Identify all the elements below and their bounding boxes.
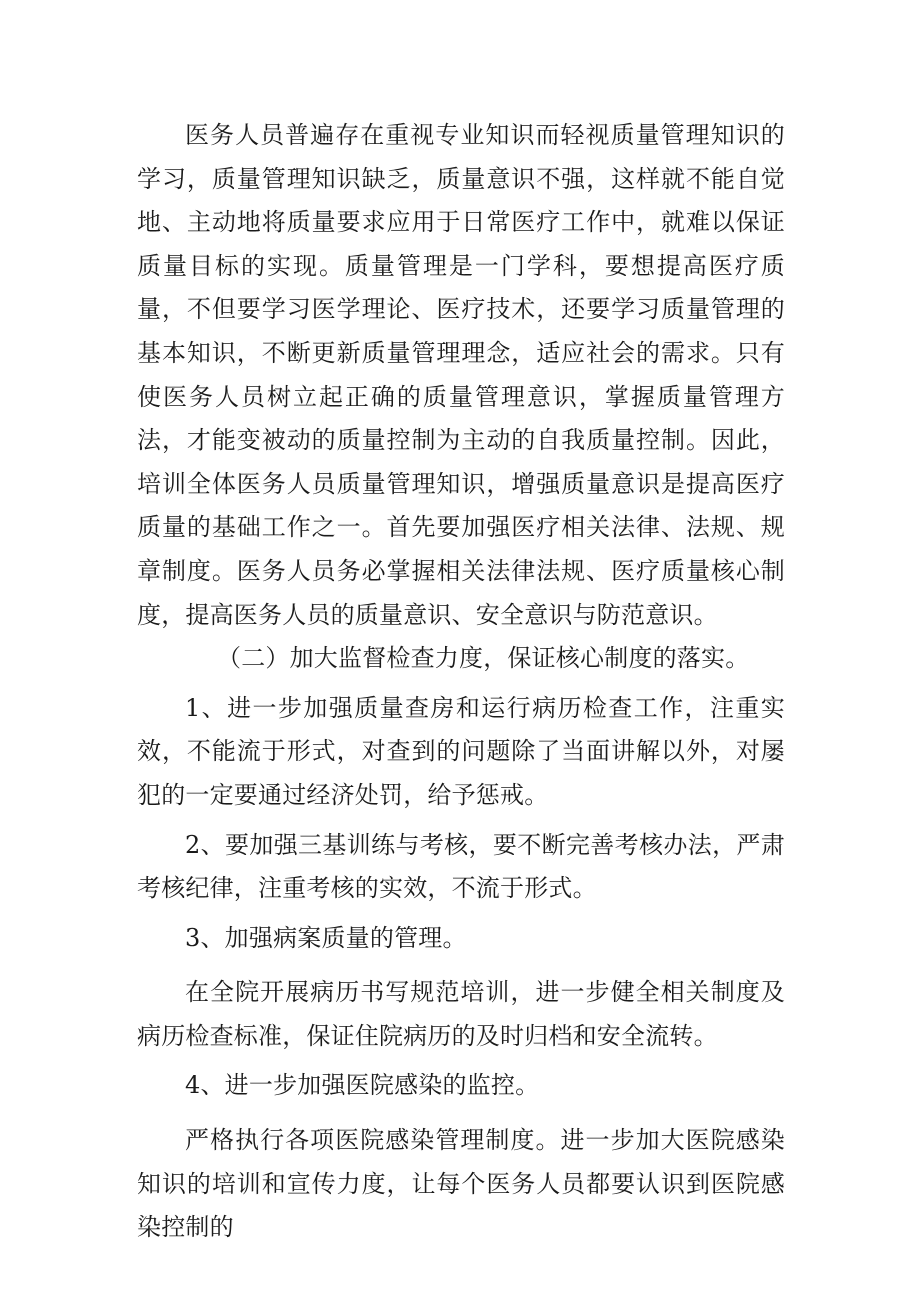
paragraph-record-training: 在全院开展病历书写规范培训，进一步健全相关制度及病历检查标准，保证住院病历的及时归档和安全流转。 xyxy=(137,978,785,1050)
list-item-2-basic-training: 2、要加强三基训练与考核，要不断完善考核办法，严肃考核纪律，注重考核的实效，不流于形式。 xyxy=(137,830,785,903)
list-item-4-infection-control: 4、进一步加强医院感染的监控。 xyxy=(185,1071,540,1100)
paragraph-quality-awareness: 医务人员普遍存在重视专业知识而轻视质量管理知识的学习，质量管理知识缺乏，质量意识不强，这样就不能自觉地、主动地将质量要求应用于日常医疗工作中，就难以保证质量目标的实现。质量管理是一门学科，要想提高医疗质量，不但要学习医学理论、医疗技术，还要学习质量管理的基本知识，不断更新质量管理理念，适应社会的需求。只有使医务人员树立起正确的质量管理意识，掌握质量管理方法，才能变被动的质量控制为主动的自我质量控制。因此，培训全体医务人员质量管理知识，增强质量意识是提高医疗质量的基础工作之一。首先要加强医疗相关法律、法规、规章制度。医务人员务必掌握相关法律法规、医疗质量核心制度，提高医务人员的质量意识、安全意识与防范意识。 xyxy=(137,121,785,629)
list-item-3-record-quality: 3、加强病案质量的管理。 xyxy=(185,923,467,952)
section-heading-supervision: （二）加大监督检查力度，保证核心制度的落实。 xyxy=(217,644,750,673)
list-item-1-quality-rounds: 1、进一步加强质量查房和运行病历检查工作，注重实效，不能流于形式，对查到的问题除了当面讲解以外，对屡犯的一定要通过经济处罚，给予惩戒。 xyxy=(137,693,785,809)
document-body xyxy=(137,114,785,1250)
paragraph-infection-management: 严格执行各项医院感染管理制度。进一步加大医院感染知识的培训和宣传力度，让每个医务人员都要认识到医院感染控制的 xyxy=(137,1126,785,1242)
